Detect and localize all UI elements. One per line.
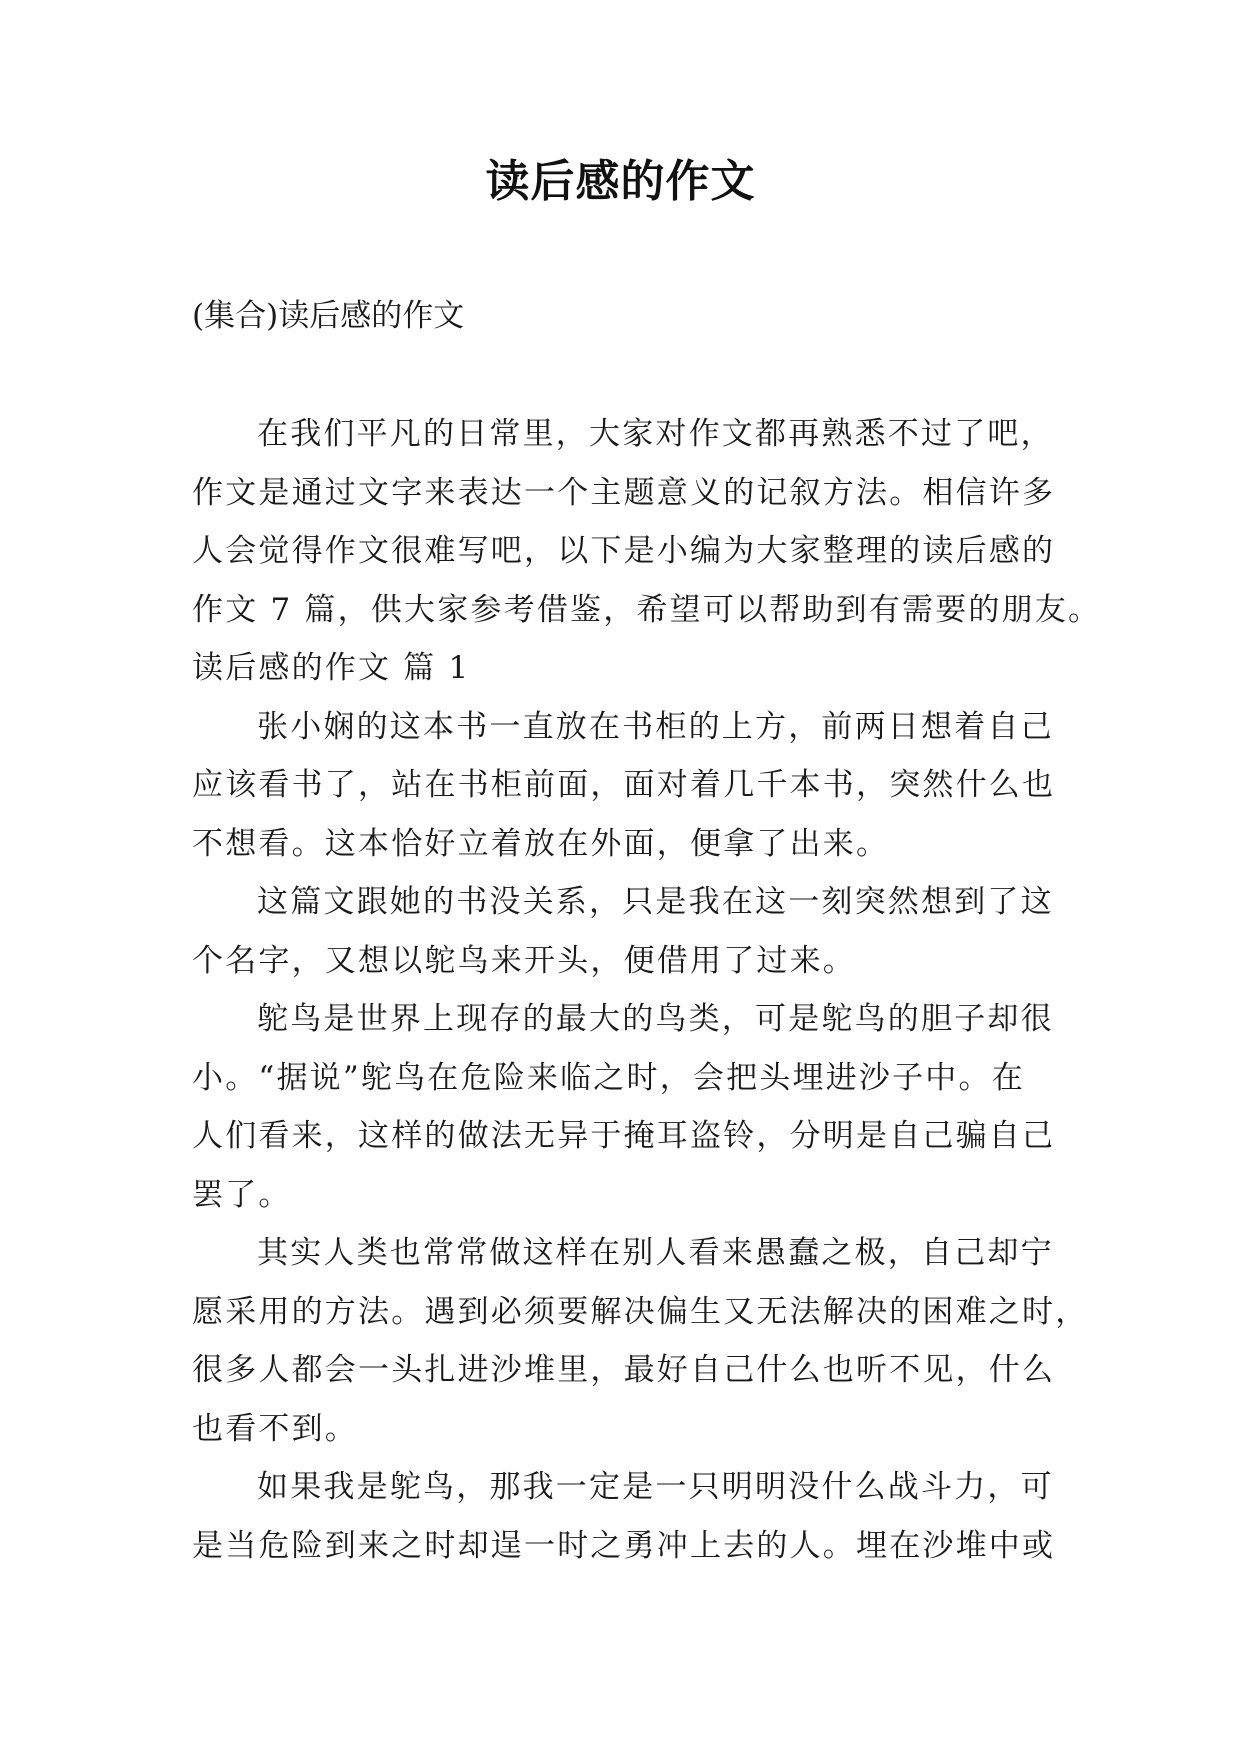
text-line: 这篇文跟她的书没关系，只是我在这一刻突然想到了这 (257, 884, 1054, 920)
text-line: 鸵鸟是世界上现存的最大的鸟类，可是鸵鸟的胆子却很 (257, 1001, 1054, 1037)
document-body (192, 405, 1102, 1575)
text-line: 应该看书了，站在书柜前面，面对着几千本书，突然什么也 (192, 767, 1056, 803)
text-line: 是当危险到来之时却逞一时之勇冲上去的人。埋在沙堆中或 (192, 1527, 1056, 1564)
text-line: 人们看来，这样的做法无异于掩耳盗铃，分明是自己骗自己 (192, 1118, 1056, 1154)
text-line: 如果我是鸵鸟，那我一定是一只明明没什么战斗力，可 (257, 1469, 1054, 1505)
text-line: 个名字，又想以鸵鸟来开头，便借用了过来。 (192, 942, 856, 979)
text-line: 也看不到。 (192, 1410, 358, 1447)
text-line: 愿采用的方法。遇到必须要解决偏生又无法解决的困难之时， (192, 1293, 1089, 1330)
text-line: 作文 7 篇，供大家参考借鉴，希望可以帮助到有需要的朋友。 (192, 591, 1102, 628)
text-line: 张小娴的这本书一直放在书柜的上方，前两日想着自己 (257, 708, 1054, 745)
text-line: 小。“据说”鸵鸟在危险来临之时，会把头埋进沙子中。在 (192, 1059, 1025, 1096)
text-line: 不想看。这本恰好立着放在外面，便拿了出来。 (192, 825, 890, 862)
text-line: 其实人类也常常做这样在别人看来愚蠢之极，自己却宁 (257, 1235, 1054, 1271)
text-line: 人会觉得作文很难写吧，以下是小编为大家整理的读后感的 (192, 533, 1056, 569)
text-line: 读后感的作文 篇 1 (192, 650, 471, 686)
text-line: 很多人都会一头扎进沙堆里，最好自己什么也听不见，什么 (192, 1352, 1056, 1388)
document-title: 读后感的作文 (485, 156, 756, 207)
text-line: 作文是通过文字来表达一个主题意义的记叙方法。相信许多 (192, 474, 1056, 511)
text-line: 罢了。 (192, 1176, 292, 1213)
text-line: 在我们平凡的日常里，大家对作文都再熟悉不过了吧， (257, 416, 1054, 452)
document-subtitle: (集合)读后感的作文 (192, 298, 465, 334)
